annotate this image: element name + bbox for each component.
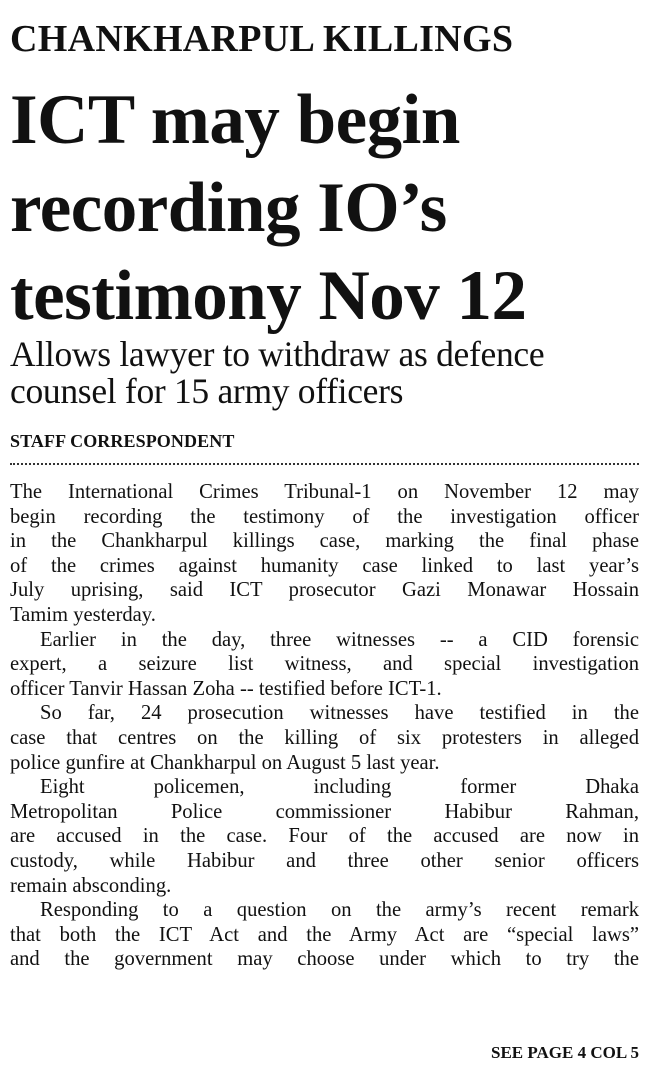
kicker: CHANKHARPUL KILLINGS: [10, 18, 514, 60]
paragraph: [10, 701, 639, 775]
body-line: remain absconding.: [10, 874, 172, 897]
body-line: of the crimes against humanity case linked to last year’s: [10, 554, 639, 577]
body-line: that both the ICT Act and the Army Act are “special laws”: [10, 923, 639, 946]
body-line: in the Chankharpul killings case, marking the final phase: [10, 530, 639, 553]
body-line: The International Crimes Tribunal-1 on November 12 may: [10, 481, 639, 503]
headline: [10, 76, 639, 340]
body-line: expert, a seizure list witness, and special investigation: [10, 653, 639, 676]
dotted-divider: [10, 463, 639, 465]
paragraph: [10, 898, 639, 972]
body-line: officer Tanvir Hassan Zoha -- testified before ICT-1.: [10, 677, 442, 700]
subheadline-line: counsel for 15 army officers: [10, 371, 404, 411]
body-line: Eight policemen, including former Dhaka: [40, 776, 639, 799]
body-line: case that centres on the killing of six protesters in alleged: [10, 726, 639, 749]
headline-line: recording IO’s: [10, 169, 447, 247]
article-body: [10, 480, 639, 972]
body-line: are accused in the case. Four of the accused are now in: [10, 825, 639, 848]
paragraph: [10, 628, 639, 702]
paragraph: [10, 480, 639, 628]
body-line: So far, 24 prosecution witnesses have testified in the: [40, 702, 639, 725]
body-line: custody, while Habibur and three other senior officers: [10, 849, 639, 872]
body-line: Metropolitan Police commissioner Habibur Rahman,: [10, 800, 639, 823]
body-line: police gunfire at Chankharpul on August 5 last year.: [10, 751, 440, 774]
body-line: July uprising, said ICT prosecutor Gazi Monawar Hossain: [10, 579, 639, 602]
paragraph: [10, 775, 639, 898]
headline-line: ICT may begin: [10, 81, 460, 159]
headline-line: testimony Nov 12: [10, 257, 527, 335]
subheadline-line: Allows lawyer to withdraw as defence: [10, 334, 545, 374]
body-line: Tamim yesterday.: [10, 603, 156, 626]
subheadline: [10, 336, 639, 410]
body-line: Earlier in the day, three witnesses -- a CID forensic: [40, 628, 639, 651]
byline: STAFF CORRESPONDENT: [10, 431, 235, 451]
body-line: begin recording the testimony of the investigation officer: [10, 505, 639, 528]
body-line: Responding to a question on the army’s recent remark: [40, 899, 639, 922]
body-line: and the government may choose under which to try the: [10, 948, 639, 971]
jump-line: SEE PAGE 4 COL 5: [491, 1043, 639, 1062]
